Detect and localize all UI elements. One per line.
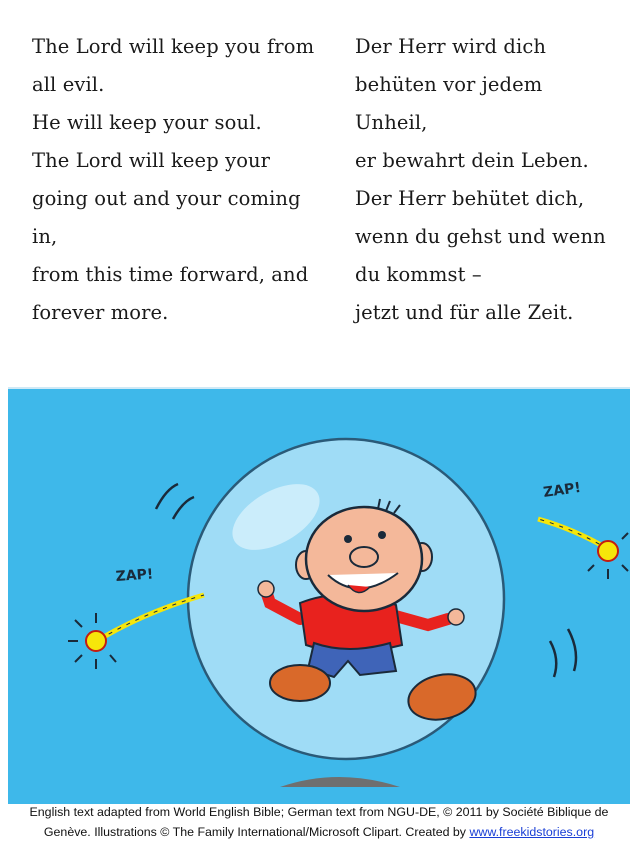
footer-line-2-text: Genève. Illustrations © The Family International/Microsoft Clipart. Created by xyxy=(43,825,470,839)
german-line: jetzt und für alle Zeit. xyxy=(355,301,574,324)
hand-right xyxy=(448,609,464,625)
english-line: He will keep your soul. xyxy=(32,111,262,134)
english-line: going out and your coming xyxy=(32,187,301,210)
illustration-svg xyxy=(8,389,630,804)
footer-line-2 xyxy=(0,822,638,842)
english-line: all evil. xyxy=(32,73,105,96)
zap-label-right: ZAP! xyxy=(542,479,582,501)
hand-left xyxy=(258,581,274,597)
motion-line xyxy=(550,641,556,677)
german-line: du kommst – xyxy=(355,263,482,286)
eye-right xyxy=(378,531,386,539)
german-line: Unheil, xyxy=(355,111,428,134)
english-verse xyxy=(32,28,322,332)
eye-left xyxy=(344,535,352,543)
german-verse xyxy=(355,28,625,332)
english-line: forever more. xyxy=(32,301,169,324)
footer-line-1: English text adapted from World English Bible; German text from NGU-DE, © 2011 by Société Biblique de xyxy=(29,805,609,819)
spark-left xyxy=(86,631,106,651)
english-line: in, xyxy=(32,225,58,248)
english-line: The Lord will keep your xyxy=(32,149,271,172)
motion-line xyxy=(173,497,194,519)
german-line: Der Herr behütet dich, xyxy=(355,187,585,210)
shoe-left xyxy=(270,665,330,701)
motion-line xyxy=(156,484,178,509)
german-line: er bewahrt dein Leben. xyxy=(355,149,589,172)
nose xyxy=(350,547,378,567)
english-line: The Lord will keep you from xyxy=(32,35,315,58)
zap-beam-right xyxy=(538,519,608,549)
english-line: from this time forward, and xyxy=(32,263,309,286)
ground-shadow xyxy=(280,777,400,787)
german-line: Der Herr wird dich xyxy=(355,35,547,58)
spark-right xyxy=(598,541,618,561)
motion-line xyxy=(568,629,576,671)
german-line: behüten vor jedem xyxy=(355,73,543,96)
bubble-illustration xyxy=(8,387,630,804)
zap-label-left: ZAP! xyxy=(115,566,154,585)
footer-credits xyxy=(0,802,638,842)
freekidstories-link[interactable]: www.freekidstories.org xyxy=(469,825,595,839)
german-line: wenn du gehst und wenn xyxy=(355,225,606,248)
